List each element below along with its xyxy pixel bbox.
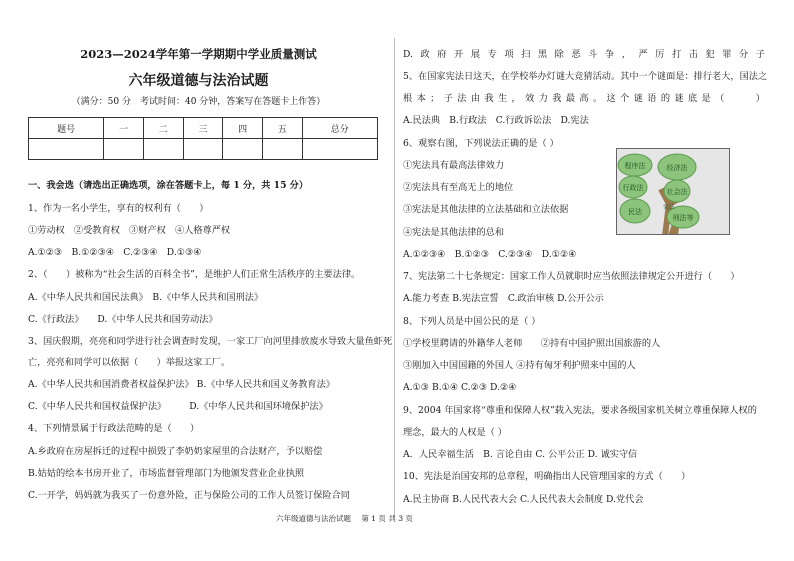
score-header-cell: 二 — [143, 118, 183, 139]
question-line: A.乡政府在房屋拆迁的过程中损毁了李奶奶家屋里的合法财产，予以赔偿 — [28, 446, 323, 457]
score-table — [28, 117, 378, 160]
question-line: 3、国庆假期，亮亮和同学进行社会调查时发现，一家工厂向河里排放废水导致大量鱼虾死 — [28, 336, 393, 347]
question-line: ④宪法是其他法律的总和 — [403, 227, 505, 238]
question-line: 7、宪法第二十七条规定：国家工作人员就职时应当依照法律规定公开进行（ ） — [403, 271, 740, 282]
question-line: 4、下列情景属于行政法范畴的是（ ） — [28, 423, 200, 434]
score-header-cell: 四 — [223, 118, 263, 139]
score-header-cell: 题号 — [29, 118, 104, 139]
constitution-tree-figure — [616, 148, 730, 235]
question-line: A.《中华人民共和国消费者权益保护法》 B.《中华人民共和国义务教育法》 — [28, 379, 335, 390]
score-header-cell: 总分 — [302, 118, 377, 139]
score-entry-cell — [29, 139, 104, 160]
question-line: 理念，最大的人权是（ ） — [403, 427, 507, 438]
question-line: A.①②③④ B.①②③ C.②③④ D.①②④ — [403, 249, 577, 260]
question-line: 亡，亮亮和同学可以依据（ ）举报这家工厂。 — [28, 357, 231, 368]
tree-label-procedure-law: 程序法 — [624, 162, 646, 170]
question-line: A．人民幸福生活 B. 言论自由 C. 公平公正 D. 诚实守信 — [403, 449, 638, 460]
question-line: 根本；子法由我生，效力我最高。这个谜语的谜底是（ ） — [403, 93, 765, 104]
question-line: A.能力考查 B.宪法宣誓 C.政治审核 D.公开公示 — [403, 293, 604, 304]
question-line: D.政府开展专项扫黑除恶斗争，严厉打击犯罪分子 — [403, 49, 765, 60]
score-table-entry-row — [29, 139, 378, 160]
question-line: ①学校里聘请的外籍华人老师 ②持有中国护照出国旅游的人 — [403, 338, 661, 349]
column-divider — [394, 38, 395, 520]
question-line: A.《中华人民共和国民法典》 B.《中华人民共和国刑法》 — [28, 292, 264, 303]
question-line: 2、（ ）被称为“社会生活的百科全书”，是维护人们正常生活秩序的主要法律。 — [28, 269, 361, 280]
question-line: A.①②③ B.①②③④ C.②③④ D.①③④ — [28, 247, 202, 258]
score-entry-cell — [143, 139, 183, 160]
page-footer — [276, 513, 421, 524]
question-line: 5、在国家宪法日这天，在学校举办灯谜大竞猜活动。其中一个谜面是：排行老大，国法之 — [403, 71, 768, 82]
question-line: B.姑姑的绘本书房开业了，市场监督管理部门为他颁发营业企业执照 — [28, 468, 305, 479]
question-line: ①宪法具有最高法律效力 — [403, 160, 505, 171]
tree-label-criminal-law: 刑法等 — [672, 214, 694, 222]
tree-label-constitution: 宪法 — [662, 204, 676, 211]
question-line: A.民主协商 B.人民代表大会 C.人民代表大会制度 D.党代会 — [403, 494, 644, 505]
exam-subject-title: 六年级道德与法治试题 — [128, 73, 269, 89]
question-line: 6、观察右图，下列说法正确的是（ ） — [403, 138, 559, 149]
question-line: 1、作为一名小学生，享有的权利有（ ） — [28, 203, 209, 214]
score-entry-cell — [104, 139, 144, 160]
score-entry-cell — [183, 139, 223, 160]
tree-label-economic-law: 经济法 — [666, 164, 688, 172]
question-line: 9、2004 年国家将“尊重和保障人权”载入宪法，要求各级国家机关树立尊重保障人权的 — [403, 405, 757, 416]
question-line: 8、下列人员是中国公民的是（ ） — [403, 316, 541, 327]
tree-label-social-law: 社会法 — [666, 188, 688, 196]
question-line: ③刚加入中国国籍的外国人 ④持有匈牙利护照来中国的人 — [403, 360, 636, 371]
score-header-cell: 一 — [104, 118, 144, 139]
score-entry-cell — [302, 139, 377, 160]
question-line: 10、宪法是治国安邦的总章程，明确指出人民管理国家的方式（ ） — [403, 471, 691, 482]
footer-subject: 六年级道德与法治试题 — [276, 514, 351, 523]
score-header-cell: 五 — [262, 118, 302, 139]
right-column — [397, 0, 794, 561]
question-line: ①劳动权 ②受教育权 ③财产权 ④人格尊严权 — [28, 225, 231, 236]
tree-illustration — [617, 149, 730, 235]
tree-label-civil-law: 民法 — [628, 208, 642, 216]
question-line: C.《行政法》 D.《中华人民共和国劳动法》 — [28, 314, 218, 325]
question-line: A.民法典 B.行政法 C.行政诉讼法 D.宪法 — [403, 115, 589, 126]
question-line: ③宪法是其他法律的立法基础和立法依据 — [403, 204, 569, 215]
exam-title: 2023—2024学年第一学期期中学业质量测试 — [80, 47, 317, 61]
question-line: A.①③ B.①④ C.②③ D.②④ — [403, 382, 517, 393]
tree-label-administrative-law: 行政法 — [622, 184, 644, 192]
question-line: C.一开学，妈妈就为我买了一份意外险，正与保险公司的工作人员签订保险合同 — [28, 490, 350, 501]
score-entry-cell — [223, 139, 263, 160]
score-header-cell: 三 — [183, 118, 223, 139]
score-table-header-row — [29, 118, 378, 139]
exam-instructions: （满分：50 分 考试时间：40 分钟，答案写在答题卡上作答） — [71, 97, 326, 107]
question-line: ②宪法具有至高无上的地位 — [403, 182, 514, 193]
question-line: C.《中华人民共和国权益保护法》 D.《中华人民共和国环境保护法》 — [28, 401, 328, 412]
footer-page-number: 第 1 页 共 3 页 — [361, 514, 413, 523]
section-heading: 一、我会选（请选出正确选项，涂在答题卡上，每 1 分，共 15 分） — [28, 180, 309, 191]
score-entry-cell — [262, 139, 302, 160]
